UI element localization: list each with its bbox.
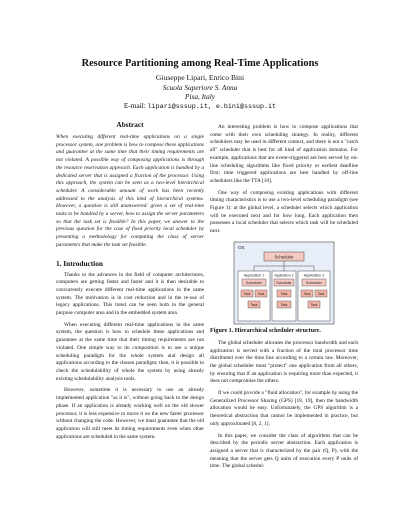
svg-text:Task: Task (250, 302, 258, 307)
section-heading-introduction: 1. Introduction (56, 258, 103, 268)
paragraph: However, sometime it is necessary to use an already implemented application "as it is", without going back to the design phase. If an application is already working well on the old slower processor, it is less expensive to move it on the new faster processor without changing the code. However, we must guarantee that the old application will still meet its timing requirements even when other applications are scheduled in the same system. (56, 387, 204, 440)
left-column (56, 120, 204, 445)
svg-text:Task: Task (280, 302, 288, 307)
svg-text:Task: Task (303, 291, 311, 296)
svg-text:Scheduler: Scheduler (305, 280, 323, 285)
application-1 (238, 271, 270, 321)
authors: Giuseppe Lipari, Enrico Bini (155, 73, 245, 82)
paragraph: Thanks to the advances in the field of computer architectures, computers are getting faster and faster and it is then desirable to concurrently execute different real-time applications in the same system. The motivation is in cost reduction and in the re-use of legacy applications. This trend can be seen both in the general purpose computer area and in the embedded system area. (56, 271, 204, 317)
paragraph: An interesting problem is how to compose applications that come with their own scheduling strategy. In reality, different schedulers may be used in different context, and there is not a "catch all" scheduler that is best for all kind of application domains. For example, applications that are event-triggered are best served by on-line scheduling algorithms like fixed priority or earliest deadline first; time triggered applications are best handled by off-line schedulers like the TTA [10]. (210, 124, 358, 184)
os-label: OS (238, 244, 245, 250)
svg-text:Task: Task (317, 291, 325, 296)
svg-text:Application 1: Application 1 (243, 273, 265, 278)
email-line (0, 101, 400, 111)
paper-title: Resource Partitioning among Real-Time Applications (81, 58, 319, 69)
paragraph: The global scheduler allocates the processor bandwidth and each application is served with a fraction of the total processor time distributed over the time line according to a certain law. Moreover, the global scheduler must "protect" one application from all others, by ensuring that if an application is requiring more than expected, it does not compromise the others. (210, 339, 358, 385)
paragraph: In this paper, we consider the class of algorithms that can be described by the periodic server abstraction. Each application is assigned a server that is characterized by the pair (Q, P), with the meaning that the server gets Q units of execution every P units of time. The global schedul- (210, 432, 358, 470)
svg-text:Scheduler: Scheduler (276, 280, 292, 285)
svg-text:Application 2: Application 2 (274, 273, 294, 278)
application-2 (272, 271, 296, 321)
figure-hierarchical-scheduler (210, 240, 358, 326)
svg-text:Task: Task (310, 302, 318, 307)
abstract-heading: Abstract (116, 120, 144, 129)
svg-text:Application 3: Application 3 (303, 273, 325, 278)
paragraph: If we could provide a "fluid allocation", for example by using the Generalized Processor Sharing (GPS) [18, 19], then the bandwidth allocation would be easy. Unfortunately, the GPS algorithm is a theoretical abstraction that cannot be implemented in practice, but only approximated [8, 2, 1]. (210, 390, 358, 427)
svg-text:Task: Task (280, 291, 288, 296)
email-label: E-mail: (123, 101, 146, 110)
right-column (210, 124, 358, 475)
paragraph: When executing different real-time applications in the same system, the question is how to schedule these applications and guarantee at the same time that their timing requirements are not violated. One simple way to do composition is to use a unique scheduling paradigm for the whole system and design all applications according to the chosen paradigm; then, it is possible to check the schedulability of whole the system by using already existing schedulability analysis tools. (56, 321, 204, 382)
svg-text:Task: Task (243, 291, 251, 296)
abstract-text: When executing different real-time applications on a single processor system, one problem is how to compose these applications and guarantee at the same time that their timing requirements are not violated. A possible way of composing applications is through the resource reservation approach. Each application is handled by a dedicated server that is assigned a fraction of the processor. Using this approach, the system can be seen as a two-level hierarchical scheduler. A considerable amount of work has been recently addressed to the analysis of this kind of hierarchical systems. However, a question is still unanswered: given a set of real-time tasks to be handled by a server, how to assign the server parameters so that the task set is feasible? In this paper, we answer to the previous question for the case of fixed priority local scheduler by presenting a methodology for computing the class of server parameters that make the task set feasible. (56, 134, 204, 248)
global-scheduler-label: Scheduler (274, 254, 294, 260)
paragraph: One way of composing existing applications with different timing characteristics is to use a two-level scheduling paradigm (see Figure 1): at the global level, a scheduler selects which application will be executed next and for how long. Each application then possesses a local scheduler that selects which task will be scheduled next. (210, 189, 358, 235)
city: Pisa, Italy (185, 92, 215, 101)
svg-text:Scheduler: Scheduler (245, 280, 263, 285)
affiliation: Scuola Superiore S. Anna (162, 83, 238, 92)
scheduler-diagram (210, 240, 358, 326)
email-addresses: lipari@sssup.it, e.bini@sssup.it (147, 103, 277, 111)
application-3 (298, 271, 330, 321)
figure-caption: Figure 1. Hierarchical scheduler structure. (210, 327, 321, 334)
svg-text:Task: Task (257, 291, 265, 296)
